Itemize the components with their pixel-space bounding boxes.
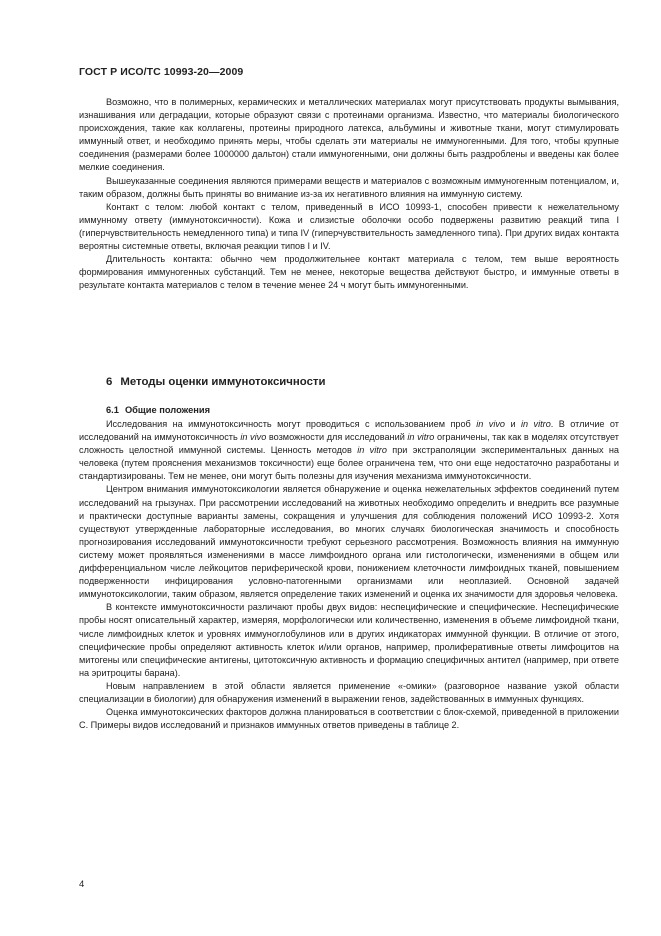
paragraph: Оценка иммунотоксических факторов должна планироваться в соответствии с блок-схемой, приведенной в приложении С. Примеры видов исследований и признаков иммунных ответов приведены в таблице 2. xyxy=(79,707,619,731)
paragraph: В контексте иммунотоксичности различают пробы двух видов: неспецифические и специфические. Неспецифические пробы носят описательный характер, измеряя, морфологически или количественно, изменения в объеме лимфоидной ткани, числе лимфоидных клеток и уровнях иммуноглобулинов или в других индикаторах иммунной функции. В отличие от этого, специфические пробы определяют активность клеток и/или органов, например, пролиферативные ответы лимфоцитов на митогены или специфические антигены, цитотоксичную активность и формацию специфичных антител (например, при ответе на эритроциты барана). xyxy=(79,602,619,678)
italic-term: in vitro xyxy=(407,432,435,443)
document-page xyxy=(79,0,619,936)
document-header: ГОСТ Р ИСО/ТС 10993-20—2009 xyxy=(79,66,244,78)
text-run: и xyxy=(505,419,521,429)
text-run: . В отличие от исследований на иммунотоксичность xyxy=(79,419,619,443)
text-run: Исследования на иммунотоксичность могут проводиться с использованием проб xyxy=(106,419,477,429)
paragraph: Возможно, что в полимерных, керамических и металлических материалах могут присутствовать продукты вымывания, изнашивания или деградации, которые образуют связи с протеинами организма. Известно, что материалы биологического происхождения, такие как коллагены, протеины природного латекса, альбумины и животные ткани, могут стимулировать иммунный ответ, и необходимо принять меры, чтобы сделать эти материалы не иммуногенными. Для того, чтобы крупные соединения (размерами более 1000000 дальтон) стали иммуногенными, они должны быть раздроблены и введены как более мелкие соединения. xyxy=(79,97,619,173)
text-run: ограничены, так как в моделях отсутствует сложность целостной иммунной системы. Ценность методов xyxy=(79,432,619,456)
subsection-number: 6.1 xyxy=(106,405,119,415)
section-title: Методы оценки иммунотоксичности xyxy=(120,376,326,388)
page-number: 4 xyxy=(79,879,85,890)
text-run: возможности для исследований xyxy=(266,432,408,443)
paragraph: Новым направлением в этой области является применение «-омики» (разговорное название узкой области специализации в биологии) для обнаружения изменений в выражении генов, задействованных в иммунных функциях. xyxy=(79,680,619,704)
section-number: 6 xyxy=(106,376,113,388)
italic-term: in vivo xyxy=(240,432,267,443)
text-run: при экстраполяции экспериментальных данных на человека (путем прояснения механизмов токсичности) еще более ограничена тем, что они еще недостаточно разработаны и стандартизированы. Тем не менее, они могут быть полезны для изучения механизма иммунотоксичности. xyxy=(79,445,619,482)
section-text-block xyxy=(79,418,619,732)
italic-term: in vivo xyxy=(476,419,505,429)
intro-text-block xyxy=(79,96,619,292)
paragraph: Вышеуказанные соединения являются примерами веществ и материалов с возможным иммуногенным потенциалом, и, таким образом, должны быть приняты во внимание из-за их негативного влияния на иммунную систему. xyxy=(79,175,619,199)
paragraph xyxy=(79,418,619,483)
paragraph: Контакт с телом: любой контакт с телом, приведенный в ИСО 10993-1, способен привести к нежелательному иммунному ответу (иммунотоксичности). Кожа и слизистые оболочки особо подвержены развитию реакций типа I (гиперчувствительность немедленного типа) и типа IV (гиперчувствительность замедленного типа). При других видах контакта вероятны системные ответы, включая реакции типов I и IV. xyxy=(79,201,619,252)
section-heading xyxy=(106,376,326,388)
paragraph: Длительность контакта: обычно чем продолжительнее контакт материала с телом, тем выше вероятность формирования иммуногенных субстанций. Тем не менее, некоторые вещества действуют быстро, и иммунные ответы в результате контакта материалов с телом в течение менее 24 ч могут быть иммуногенными. xyxy=(79,254,619,291)
paragraph: Центром внимания иммунотоксикологии является обнаружение и оценка нежелательных эффектов соединений путем исследований на грызунах. При рассмотрении исследований на животных необходимо определить и внедрить все разумные и практически доступные варианты замены, сокращения и улучшения для соблюдения положений ИСО 10993-2. Хотя существуют утвержденные лабораторные исследования, во многих случаях биологическая значимость и способность прогнозирования исследований иммунотоксичности требуют серьезного рассмотрения. Возможность влияния на иммунную систему может проявляться изменениями в массе лимфоидного органа или гистологически, изменениями в общем или дифференциальном числе лейкоцитов периферической крови, понижением клеточности лимфоидных тканей, повышением подверженности инфицирования условно-патогенными организмами или неоплазией. Основной задачей иммунотоксикологии, таким образом, является определение таких изменений и оценка их значимости для здоровья человека. xyxy=(79,484,619,600)
subsection-title: Общие положения xyxy=(124,405,211,415)
italic-term: in vitro xyxy=(357,445,387,456)
italic-term: in vitro xyxy=(520,419,551,429)
subsection-heading xyxy=(106,405,210,415)
